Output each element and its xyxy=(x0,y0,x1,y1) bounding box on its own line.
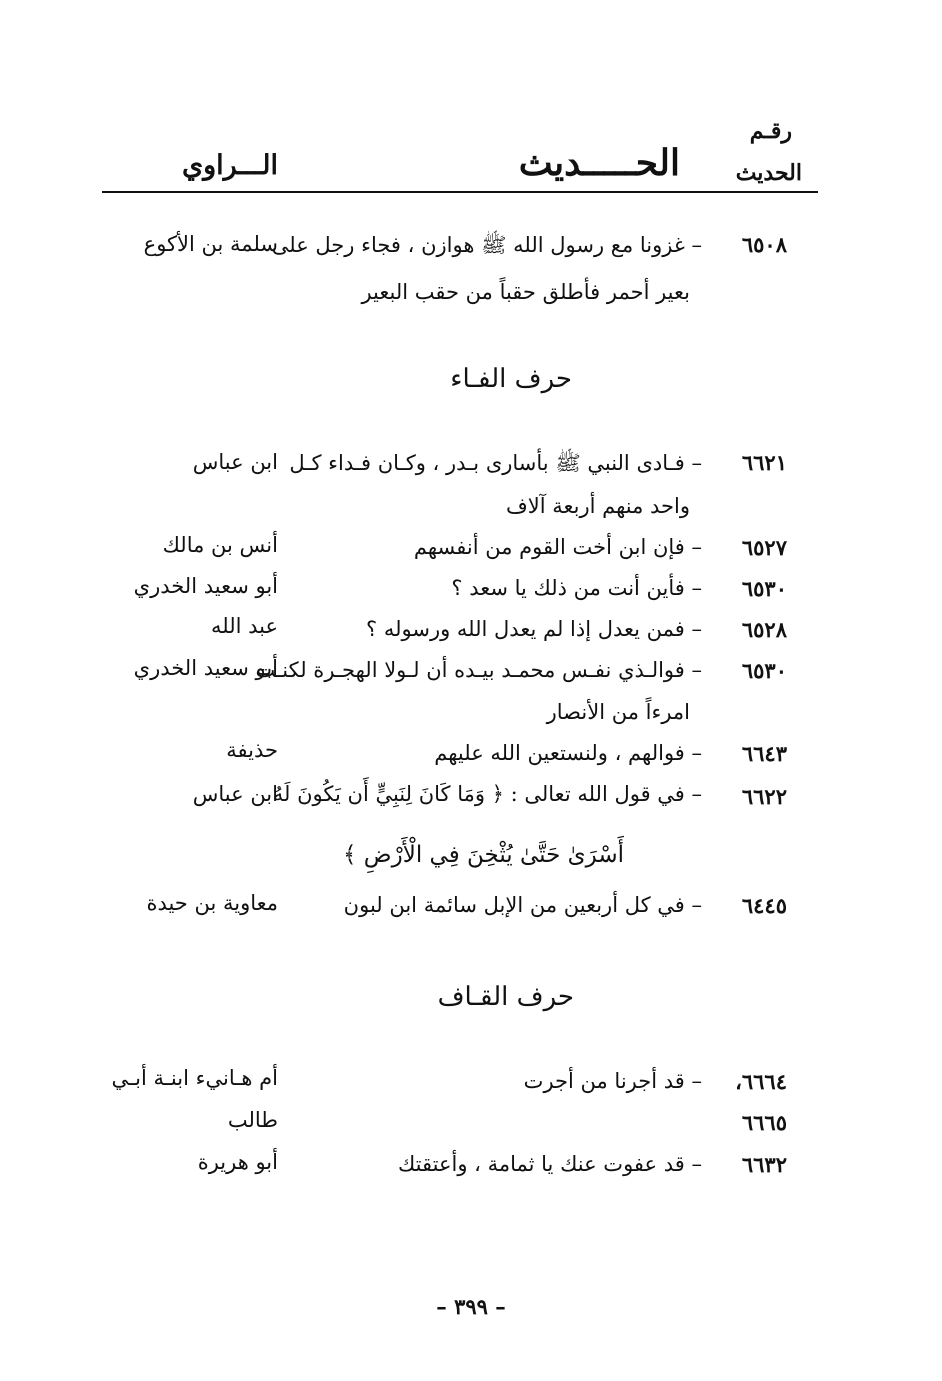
narrator: أنس بن مالك xyxy=(162,533,278,557)
narrator: أبو سعيد الخدري xyxy=(133,574,278,598)
page-number: – ٣٩٩ – xyxy=(436,1294,506,1319)
narrator: عبد الله xyxy=(210,614,278,638)
hadith-text: – فإن ابن أخت القوم من أنفسهم xyxy=(413,535,702,559)
narrator: معاوية بن حيدة xyxy=(146,891,278,915)
narrator: طالب xyxy=(227,1108,278,1132)
section-heading-qaf: حرف القـاف xyxy=(437,982,574,1012)
hadith-text: – فوالهم ، ولنستعين الله عليهم xyxy=(434,741,702,765)
hadith-number: ٦٦٢١ xyxy=(741,450,787,475)
section-heading-fa: حرف الفـاء xyxy=(450,364,572,394)
narrator: ابن عباس xyxy=(192,782,278,806)
hadith-number: ٦٥٢٨ xyxy=(741,617,787,642)
hadith-number: ٦٥٣٠ xyxy=(741,576,787,601)
hadith-number: ٦٦٢٢ xyxy=(741,784,787,809)
hadith-text: – قد أجرنا من أجرت xyxy=(523,1069,702,1093)
hadith-text: – فأين أنت من ذلك يا سعد ؟ xyxy=(451,576,702,600)
hadith-text: – في قول الله تعالى : ﴿ وَمَا كَانَ لِنَبِيٍّ أَن يَكُونَ لَهُ xyxy=(272,782,702,806)
hadith-number: ٦٥٣٠ xyxy=(741,658,787,683)
hadith-text: – فوالـذي نفـس محمـد بيـده أن لـولا الهجـرة لكنـت xyxy=(255,658,702,682)
hadith-text: – غزونا مع رسول الله ﷺ هوازن ، فجاء رجل على xyxy=(271,233,702,257)
hadith-text: – في كل أربعين من الإبل سائمة ابن لبون xyxy=(343,893,702,917)
narrator: سلمة بن الأكوع xyxy=(143,232,278,256)
narrator: أبو هريرة xyxy=(197,1150,278,1174)
hadith-text: – فـادى النبي ﷺ بأسارى بـدر ، وكـان فـداء كـل xyxy=(289,451,702,475)
header-hadith-label: الحـــــديث xyxy=(518,142,680,184)
hadith-number: ٦٥٢٧ xyxy=(741,535,787,560)
hadith-number: ٦٤٤٥ xyxy=(741,893,787,918)
header-number-label-top: رقـم xyxy=(749,118,792,144)
narrator: أم هـانيء ابنـة أبـي xyxy=(111,1066,278,1090)
hadith-text: واحد منهم أربعة آلاف xyxy=(505,494,690,518)
hadith-number: ٦٦٤٣ xyxy=(741,741,787,766)
hadith-text: – قد عفوت عنك يا ثمامة ، وأعتقتك xyxy=(397,1152,702,1176)
header-number-label-bottom: الحديث xyxy=(735,160,802,186)
hadith-number: ٦٦٦٤، xyxy=(735,1069,787,1094)
hadith-text: بعير أحمر فأطلق حقباً من حقب البعير xyxy=(361,280,690,304)
narrator: أبو سعيد الخدري xyxy=(133,656,278,680)
hadith-number: ٦٥٠٨ xyxy=(741,232,787,257)
header-narrator-label: الـــراوي xyxy=(181,150,278,181)
hadith-number: ٦٦٦٥ xyxy=(741,1110,787,1135)
header-rule xyxy=(102,191,818,193)
hadith-text: – فمن يعدل إذا لم يعدل الله ورسوله ؟ xyxy=(366,617,702,641)
hadith-number: ٦٦٣٢ xyxy=(741,1152,787,1177)
quran-verse: أَسْرَىٰ حَتَّىٰ يُثْخِنَ فِي الْأَرْضِ ﴾ xyxy=(343,842,624,868)
narrator: ابن عباس xyxy=(192,450,278,474)
hadith-text: امرءاً من الأنصار xyxy=(546,700,690,724)
narrator: حذيفة xyxy=(226,738,278,762)
